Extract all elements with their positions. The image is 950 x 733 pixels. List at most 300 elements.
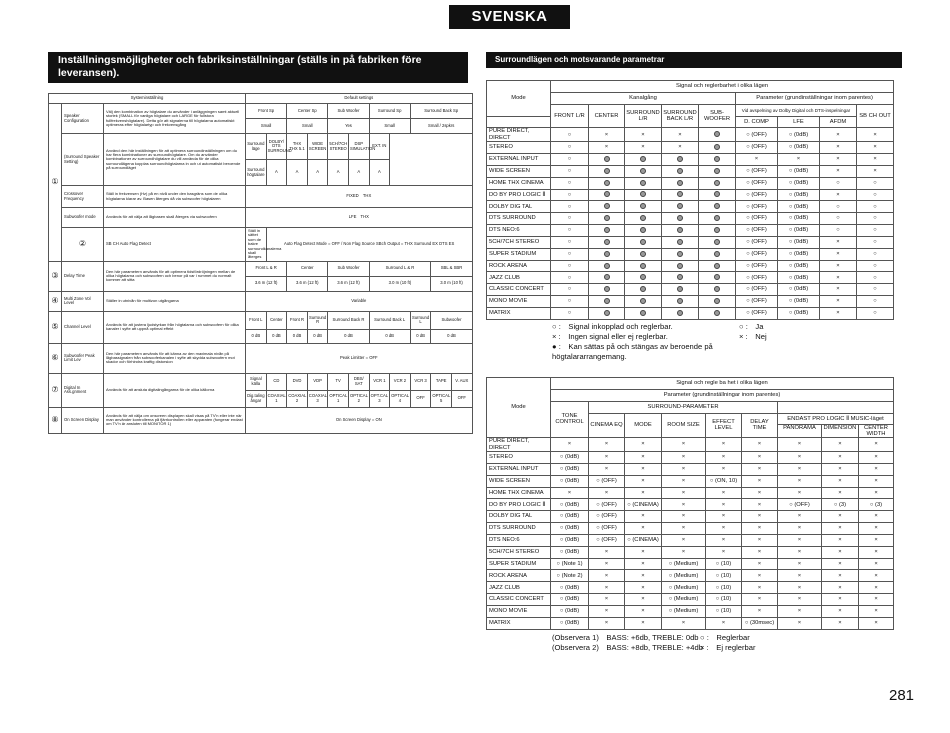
value-cell: ○ (OFF) (736, 307, 778, 319)
switchable-dot-icon (714, 227, 720, 233)
table-row (487, 128, 894, 142)
value-cell: × (778, 594, 822, 606)
mode-header: Mode (487, 81, 551, 117)
value-cell: × (662, 475, 706, 487)
value-cell: ○ (0dB) (778, 272, 820, 284)
value-cell: ○ (0dB) (551, 606, 589, 618)
switchable-dot-icon (640, 274, 646, 280)
value-cell: × (589, 582, 625, 594)
delay-val: 3.6 m (12 ft) (328, 276, 369, 291)
param-header: Parameter (grundinställningar inom parentes) (736, 92, 894, 104)
value-cell: × (589, 142, 625, 154)
input-val: OPTICAL 5 (431, 390, 452, 407)
value-cell: ○ (857, 236, 894, 248)
mode-cell: STEREO (487, 142, 551, 154)
mode-header: Mode (487, 378, 551, 438)
input-val: OPTICAL 1 (328, 390, 349, 407)
value-cell: ○ (551, 201, 589, 213)
mode-cell: DOLBY DIG TAL (487, 511, 551, 523)
value-cell: × (589, 570, 625, 582)
switchable-dot-icon (714, 251, 720, 257)
legend-line: högtalararrangemang. (552, 352, 627, 361)
value-cell: × (859, 452, 894, 464)
col-header: LFE (778, 116, 820, 128)
table-row (487, 225, 894, 237)
col-header: CENTER WIDTH (864, 424, 888, 437)
value-cell: × (662, 452, 706, 464)
surround-val: A (307, 160, 328, 186)
legend-params (739, 322, 767, 342)
item-crossover: Crossover Frequency (62, 186, 104, 208)
value-cell (589, 260, 625, 272)
value-cell: × (778, 534, 822, 546)
value-cell: × (625, 142, 662, 154)
settings-table (48, 93, 473, 434)
value-cell: × (857, 128, 894, 142)
switchable-dot-icon (604, 251, 610, 257)
value-cell: ○ (OFF) (736, 128, 778, 142)
value-cell: × (859, 534, 894, 546)
input-val: OFF (410, 390, 431, 407)
value-cell (662, 284, 699, 296)
switchable-dot-icon (604, 239, 610, 245)
table-row (487, 475, 894, 487)
channel-header: Kanalgång (551, 92, 736, 104)
value-cell: × (742, 594, 778, 606)
value-cell: × (589, 546, 625, 558)
col-header: CENTER (589, 104, 625, 128)
table-row (487, 582, 894, 594)
delay-col: Sub Woofer (328, 261, 369, 276)
mode-cell: STEREO (487, 452, 551, 464)
value-cell: × (625, 570, 662, 582)
item-peak-limit: Subwoofer Peak Limit Lev (62, 343, 104, 373)
mode-cell: WIDE SCREEN (487, 165, 551, 177)
value-cell: × (857, 153, 894, 165)
value-cell: × (589, 594, 625, 606)
input-label: Dig.taling ångar (246, 390, 267, 407)
level-col: Surround R (307, 311, 328, 329)
table-row (487, 617, 894, 629)
value-cell (699, 296, 736, 308)
value-cell (625, 236, 662, 248)
legend-line: ○ : Ja (739, 322, 764, 331)
mode-cell: MATRIX (487, 617, 551, 629)
value-cell: × (742, 438, 778, 452)
value-cell: × (822, 606, 859, 618)
blank-cell (487, 116, 551, 128)
switchable-dot-icon (604, 310, 610, 316)
speaker-col: Surround Sp (369, 104, 410, 119)
value-cell: ○ (551, 260, 589, 272)
value-cell: ○ (857, 260, 894, 272)
value-cell (662, 177, 699, 189)
value-cell: × (820, 236, 857, 248)
value-cell: × (822, 534, 859, 546)
level-val: 0 dB (410, 329, 431, 343)
item-sb-flag: SB CH Auto Flag Detect (104, 228, 246, 262)
input-val: COAXIAL 2 (287, 390, 308, 407)
value-cell: × (706, 546, 742, 558)
value-cell (625, 189, 662, 201)
item-delay: Delay Time (62, 261, 104, 291)
level-col: Center (266, 311, 287, 329)
value-cell (662, 296, 699, 308)
source-col: TV (328, 373, 349, 390)
source-col: TAPE (431, 373, 452, 390)
value-cell: × (742, 499, 778, 511)
switchable-dot-icon (677, 263, 683, 269)
value-cell: ○ (551, 142, 589, 154)
speaker-val: Small (246, 119, 287, 134)
value-cell: × (820, 248, 857, 260)
delay-val: 3.0 m (10 ft) (431, 276, 472, 291)
value-cell: ○ (857, 248, 894, 260)
value-cell: × (822, 582, 859, 594)
source-col: VCR 1 (369, 373, 390, 390)
value-cell: × (778, 452, 822, 464)
value-cell: × (820, 307, 857, 319)
value-cell: ○ (10) (706, 558, 742, 570)
col-header: SURROUND BACK L/R (662, 104, 699, 128)
mode-cell: JAZZ CLUB (487, 272, 551, 284)
value-cell: × (625, 438, 662, 452)
switchable-dot-icon (640, 168, 646, 174)
mode-cell: EXTERNAL INPUT (487, 463, 551, 475)
value-cell: × (859, 594, 894, 606)
col-header: SURROUND L/R (625, 104, 662, 128)
surround-mode-col: DOLBY/ DTS SURROUND (266, 134, 287, 160)
level-val: 0 dB (287, 329, 308, 343)
delay-val: 3.6 m (12 ft) (287, 276, 328, 291)
value-cell: × (742, 534, 778, 546)
value-cell (662, 248, 699, 260)
value-cell (625, 272, 662, 284)
value-cell: × (822, 438, 859, 452)
desc-subwoofer-mode: Används för att välja att lågbasen skall återges via subwoofern (104, 208, 246, 228)
value-cell: ○ (OFF) (736, 248, 778, 260)
value-cell: ○ (Medium) (662, 582, 706, 594)
value-cell (589, 248, 625, 260)
value-cell: ○ (551, 128, 589, 142)
surround-mode-col: WIDE SCREEN (307, 134, 328, 160)
switchable-dot-icon (604, 191, 610, 197)
item-speaker-config: Speaker Configuration (62, 104, 104, 134)
input-val: OPT.CAL 3 (369, 390, 390, 407)
value-cell: × (625, 475, 662, 487)
surround-mode-col: DSP SIMULATION (348, 134, 369, 160)
value-cell: × (625, 606, 662, 618)
value-cell: × (820, 165, 857, 177)
value-cell (625, 284, 662, 296)
value-cell: ○ (857, 307, 894, 319)
input-val: COAXIAL 1 (266, 390, 287, 407)
value-cell (662, 225, 699, 237)
level-val: 0 dB (307, 329, 328, 343)
value-cell: ○ (0dB) (551, 546, 589, 558)
value-cell (662, 153, 699, 165)
source-col: V. AUX (451, 373, 472, 390)
item-channel-level: Channel Level (62, 311, 104, 343)
default-settings-header: Default settings (246, 94, 473, 104)
value-cell: ○ (OFF) (736, 177, 778, 189)
value-cell: ○ (3) (822, 499, 859, 511)
item-subwoofer-mode: Subwoofer mode (62, 208, 104, 228)
mode-cell: MONO MOVIE (487, 296, 551, 308)
switchable-dot-icon (640, 227, 646, 233)
plii-block (778, 413, 894, 438)
dolby-header: Vid avspelning av Dolby Digital och DTS-inspelningar (736, 104, 857, 116)
value-cell: ○ (OFF) (778, 499, 822, 511)
source-col: VCR 2 (390, 373, 411, 390)
value-cell: × (859, 582, 894, 594)
value-cell (589, 284, 625, 296)
value-cell: × (625, 487, 662, 499)
value-cell: × (822, 511, 859, 523)
level-val: 0 dB (369, 329, 410, 343)
value-cell: ○ (857, 225, 894, 237)
value-cell: × (662, 499, 706, 511)
source-col: CD (266, 373, 287, 390)
source-col: DVD (287, 373, 308, 390)
table-row (487, 165, 894, 177)
switchable-dot-icon (677, 274, 683, 280)
mode-cell: PURE DIRECT, DIRECT (487, 128, 551, 142)
mode-cell: JAZZ CLUB (487, 582, 551, 594)
value-cell (625, 248, 662, 260)
legend-line: ○ : Reglerbar (700, 633, 750, 642)
value-cell: ○ (0dB) (551, 499, 589, 511)
value-cell: × (822, 487, 859, 499)
switchable-dot-icon (677, 298, 683, 304)
value-cell: ○ (OFF) (589, 499, 625, 511)
crossover-value: FIXED THX (246, 186, 473, 208)
switchable-dot-icon (714, 310, 720, 316)
delay-val: 3.0 m (10 ft) (369, 276, 431, 291)
mode-cell: 5CH/7CH STEREO (487, 546, 551, 558)
value-cell: × (589, 558, 625, 570)
col-header: DIMENSION (822, 425, 859, 438)
value-cell: ○ (551, 153, 589, 165)
value-cell (589, 177, 625, 189)
value-cell (699, 189, 736, 201)
value-cell (625, 177, 662, 189)
subwoofer-mode-value: LFE THX (246, 208, 473, 228)
value-cell (699, 284, 736, 296)
mode-cell: SUPER STADIUM (487, 558, 551, 570)
table-row (487, 272, 894, 284)
value-cell: × (706, 452, 742, 464)
value-cell: × (662, 523, 706, 535)
value-cell: ○ (0dB) (778, 236, 820, 248)
value-cell: ○ (820, 225, 857, 237)
value-cell: ○ (0dB) (551, 511, 589, 523)
table-row (487, 594, 894, 606)
blank-cell (778, 401, 894, 413)
delay-col: Center (287, 261, 328, 276)
col-header: EFFECT LEVEL (706, 413, 742, 438)
value-cell: ○ (OFF) (589, 511, 625, 523)
surround-mode-col: THX THX 5.1 (287, 134, 308, 160)
value-cell (699, 248, 736, 260)
value-cell: × (625, 617, 662, 629)
switchable-dot-icon (714, 298, 720, 304)
mode-cell: WIDE SCREEN (487, 475, 551, 487)
table-row (487, 153, 894, 165)
value-cell (589, 189, 625, 201)
delay-col: SBL & SBR (431, 261, 472, 276)
value-cell: × (778, 438, 822, 452)
desc-multizone: Ställer in utnivån för multizon utgångarna (104, 291, 246, 311)
value-cell: × (742, 487, 778, 499)
value-cell: × (822, 617, 859, 629)
value-cell: ○ (0dB) (551, 523, 589, 535)
value-cell: × (778, 617, 822, 629)
switchable-dot-icon (640, 251, 646, 257)
col-header: PANORAMA (778, 425, 822, 438)
value-cell: × (589, 128, 625, 142)
switchable-dot-icon (714, 239, 720, 245)
value-cell: ○ (OFF) (589, 523, 625, 535)
level-col: Subwoofer (431, 311, 472, 329)
table-row (487, 296, 894, 308)
value-cell: ○ (0dB) (551, 582, 589, 594)
value-cell: ○ (0dB) (778, 307, 820, 319)
value-cell: ○ (Medium) (662, 594, 706, 606)
value-cell: × (822, 558, 859, 570)
value-cell: × (589, 606, 625, 618)
value-cell: ○ (Note 2) (551, 570, 589, 582)
legend-channels (552, 322, 713, 362)
value-cell: × (820, 189, 857, 201)
signal-header: Signal och regle ba het i olika lägen (551, 378, 894, 390)
value-cell: × (589, 487, 625, 499)
switchable-dot-icon (604, 203, 610, 209)
value-cell: ○ (OFF) (736, 225, 778, 237)
sb-flag-value: Auto Flag Detect Mode = OFF / Non Flag Source SBch Output = THX Surround EX DTS ES (266, 228, 472, 262)
value-cell: × (662, 463, 706, 475)
surround-param-header: SURROUND-PARAMETER (589, 401, 778, 413)
legend-line: × : Nej (739, 332, 767, 341)
value-cell (589, 225, 625, 237)
table-row (487, 177, 894, 189)
col-header: TONE CONTROL (551, 401, 589, 438)
value-cell: ○ (0dB) (778, 142, 820, 154)
surround-mode-col: 5CH/7CH STEREO (328, 134, 349, 160)
col-header: D. COMP (736, 116, 778, 128)
mode-cell: MONO MOVIE (487, 606, 551, 618)
switchable-dot-icon (640, 203, 646, 209)
mode-cell: DTS NEO:6 (487, 534, 551, 546)
level-val: 0 dB (328, 329, 369, 343)
mode-cell: CLASSIC CONCERT (487, 284, 551, 296)
value-cell: × (625, 546, 662, 558)
value-cell (625, 296, 662, 308)
item-osd: On Screen Display (62, 407, 104, 433)
value-cell: ○ (0dB) (778, 248, 820, 260)
row-number: ④ (49, 291, 62, 311)
value-cell: ○ (Medium) (662, 606, 706, 618)
value-cell: × (822, 463, 859, 475)
value-cell (589, 201, 625, 213)
surround-mode-col: EXT. IN (369, 134, 390, 160)
surround-mode-label: Surround läge (246, 134, 267, 160)
value-cell (589, 296, 625, 308)
switchable-dot-icon (677, 310, 683, 316)
value-cell: ○ (857, 201, 894, 213)
speaker-col: Center Sp (287, 104, 328, 119)
note-line: (Observera 1) BASS: +6db, TREBLE: 0db (552, 633, 699, 642)
delay-val: 3.6 m (12 ft) (246, 276, 287, 291)
value-cell: × (778, 523, 822, 535)
switchable-dot-icon (677, 227, 683, 233)
table-row (487, 213, 894, 225)
value-cell: × (859, 606, 894, 618)
value-cell: ○ (551, 189, 589, 201)
value-cell: × (778, 463, 822, 475)
col-header: CINEMA EQ (589, 413, 625, 438)
col-header: SUB-WOOFER (699, 104, 736, 128)
table-row (487, 487, 894, 499)
table-row (487, 189, 894, 201)
legend-adjust (700, 633, 756, 653)
value-cell: ○ (857, 177, 894, 189)
value-cell: ○ (551, 236, 589, 248)
value-cell (699, 307, 736, 319)
switchable-dot-icon (604, 286, 610, 292)
value-cell: ○ (Medium) (662, 558, 706, 570)
value-cell: × (706, 523, 742, 535)
value-cell: × (589, 617, 625, 629)
switchable-dot-icon (604, 180, 610, 186)
value-cell: ○ (551, 225, 589, 237)
desc-channel-level: Används för att justera ljudstyrkan från högtalarna och subwoofern för olika kanaler i syfte att uppnå optimal effekt (104, 311, 246, 343)
mode-cell: MATRIX (487, 307, 551, 319)
table-row (487, 463, 894, 475)
value-cell: × (742, 463, 778, 475)
table-row (487, 534, 894, 546)
surround-val: A (287, 160, 308, 186)
table-row (487, 307, 894, 319)
surround-val: A (266, 160, 287, 186)
switchable-dot-icon (714, 215, 720, 221)
mode-cell: DO BY PRO LOGIC Ⅱ (487, 189, 551, 201)
value-cell: × (589, 463, 625, 475)
value-cell: ○ (0dB) (551, 534, 589, 546)
mode-cell: HOME THX CINEMA (487, 177, 551, 189)
value-cell: × (778, 582, 822, 594)
value-cell (589, 272, 625, 284)
row-number: ③ (49, 261, 62, 291)
value-cell: ○ (Note 1) (551, 558, 589, 570)
value-cell: ○ (30msec) (742, 617, 778, 629)
desc-peak-limit: Den här parametern används för att känna av den maximala nivån på lågbassignalen från subwooferkanalen i syfte att skydda subwoofern mot skador och förhindra kraftig distorsion (104, 343, 246, 373)
switchable-dot-icon (714, 286, 720, 292)
switchable-dot-icon (677, 180, 683, 186)
speaker-col: Surround Back Sp (410, 104, 472, 119)
speaker-val: Yes (328, 119, 369, 134)
value-cell (699, 236, 736, 248)
param-header: Parameter (grundinställningar inom parentes) (551, 389, 894, 401)
mode-cell: SUPER STADIUM (487, 248, 551, 260)
surround-speaker-label: Surround högtalare (246, 160, 267, 186)
value-cell: ○ (OFF) (736, 142, 778, 154)
parameter-table (486, 377, 894, 630)
surround-heading: Surroundlägen och motsvarande parametrar (486, 52, 902, 68)
input-val: COAXIAL 3 (307, 390, 328, 407)
desc-sb-flag: Ställ in sättet som de bakre surroundkanalerna skall återges (246, 228, 267, 262)
value-cell: × (778, 570, 822, 582)
